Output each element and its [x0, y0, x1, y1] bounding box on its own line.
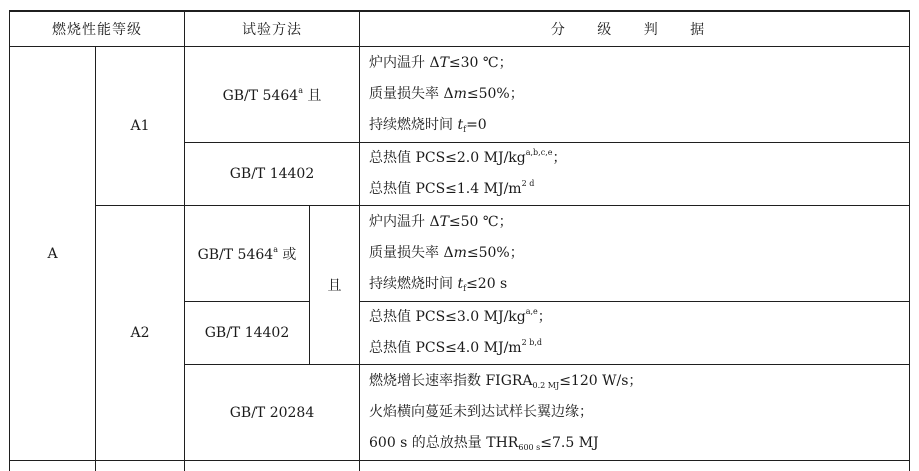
criteria-line: 火焰横向蔓延未到达试样长翼边缘；: [369, 397, 909, 428]
criteria-line: 600 s 的总放热量 $THR_{600 s}\le 7.5$ MJ: [369, 428, 909, 459]
connector-and: 且: [310, 206, 360, 365]
test-method: GB/T 14402: [185, 302, 310, 365]
criteria-line: 持续燃烧时间 $t_f=0$: [369, 110, 909, 141]
criteria-line: 总热值 PCS≤2.0 MJ/kg$^{a,b,c,e}$；: [369, 143, 909, 174]
header-criteria: 分 级 判 据: [360, 11, 910, 47]
criteria-line: 燃烧增长速率指数 $FIGRA_{0.2 MJ}\le 120$ W/s；: [369, 366, 909, 397]
criteria-cell: [360, 302, 910, 365]
criteria-cell: [360, 206, 910, 302]
criteria-line: 质量损失率 Δm≤50%；: [369, 79, 909, 110]
subclass-a1-label: A1: [96, 47, 185, 206]
test-method: GB/T 5464$^a$ 或: [185, 206, 310, 302]
criteria-line: 炉内温升 ΔT≤50 ℃；: [369, 207, 909, 238]
table-row: [10, 206, 910, 302]
test-method: GB/T 14402: [185, 143, 360, 206]
criteria-line: 总热值 PCS≤3.0 MJ/kg$^{a,e}$；: [369, 302, 909, 333]
header-method: 试验方法: [185, 11, 360, 47]
table-header-row: [10, 11, 910, 47]
header-class: 燃烧性能等级: [10, 11, 185, 47]
test-method: GB/T 20284: [185, 365, 360, 461]
criteria-cell: [360, 365, 910, 461]
table-row-cutoff: [10, 461, 910, 471]
criteria-line: 炉内温升 ΔT≤30 ℃；: [369, 48, 909, 79]
criteria-line: 质量损失率 Δm≤50%；: [369, 238, 909, 269]
test-method: GB/T 5464$^a$ 且: [185, 47, 360, 143]
table-row: [10, 47, 910, 143]
criteria-line: 总热值 PCS≤4.0 $MJ/m^{2 b,d}$: [369, 333, 909, 364]
class-a-label: A: [10, 47, 96, 461]
criteria-line: 总热值 PCS≤1.4 $MJ/m^{2 d}$: [369, 174, 909, 205]
criteria-line: 持续燃烧时间 $t_f\le 20$ s: [369, 269, 909, 300]
criteria-cell: [360, 47, 910, 143]
fire-classification-table: [9, 10, 910, 471]
criteria-cell: [360, 143, 910, 206]
subclass-a2-label: A2: [96, 206, 185, 461]
